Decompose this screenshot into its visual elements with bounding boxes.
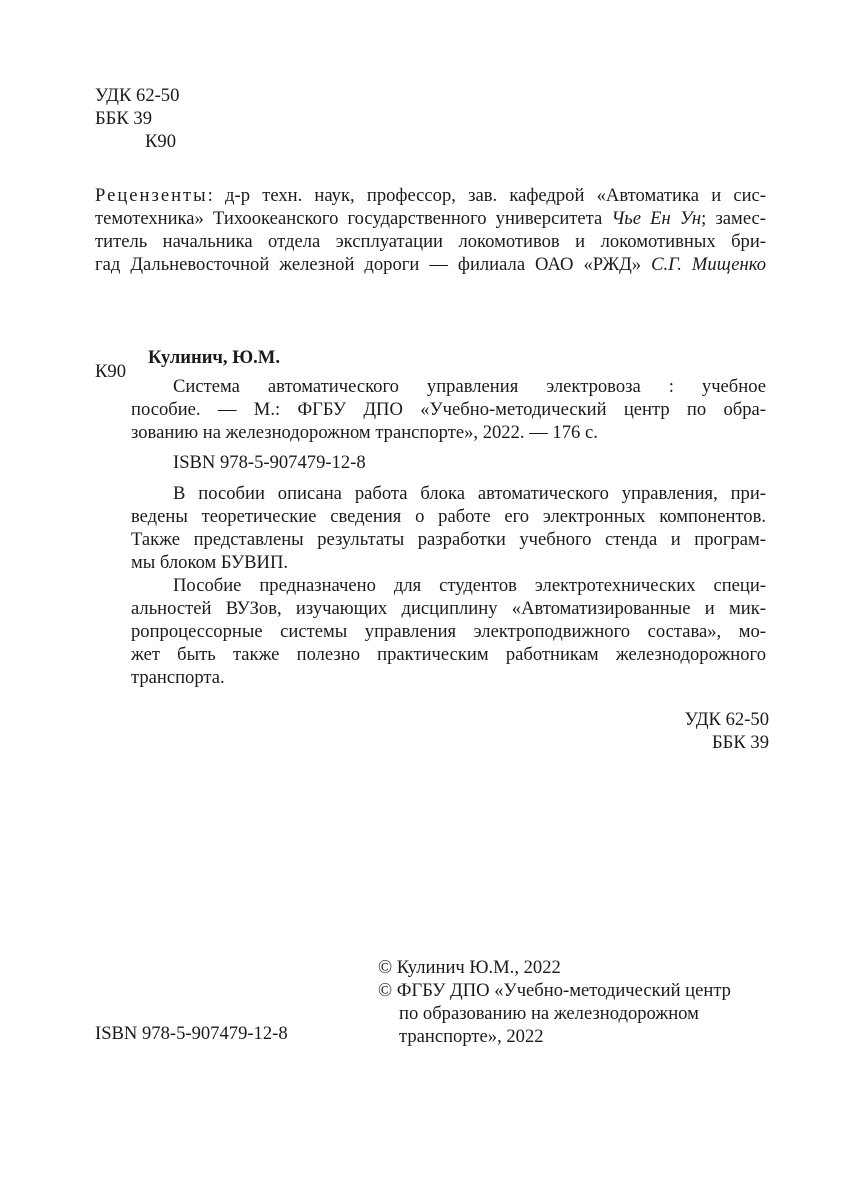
- catalog-desc-line: пособие. — М.: ФГБУ ДПО «Учебно-методический центр по обра-: [131, 399, 766, 420]
- reviewer-name: С.Г. Мищенко: [651, 254, 766, 275]
- catalog-isbn: ISBN 978-5-907479-12-8: [173, 452, 366, 473]
- reviewers-line-2: темотехника» Тихоокеанского государственного университета Чье Ен Ун; замес-: [95, 208, 766, 229]
- copyright-publisher-line: транспорте», 2022: [399, 1026, 544, 1047]
- catalog-mark: К90: [95, 361, 126, 382]
- author-mark: К90: [145, 131, 176, 152]
- reviewer-name: Чье Ен Ун: [611, 208, 702, 229]
- reviewers-label: Рецензенты: [95, 185, 208, 206]
- footer-isbn: ISBN 978-5-907479-12-8: [95, 1023, 288, 1044]
- copyright-publisher-line: по образованию на железнодорожном: [399, 1003, 699, 1024]
- catalog-desc-line: Система автоматического управления электровоза : учебное: [173, 376, 766, 397]
- abstract-line: Пособие предназначено для студентов электротехнических специ-: [173, 575, 766, 596]
- bbk-code: ББК 39: [95, 108, 152, 129]
- udk-code: УДК 62-50: [95, 85, 180, 106]
- abstract-line: жет быть также полезно практическим работникам железнодорожного: [131, 644, 766, 665]
- catalog-udk: УДК 62-50: [684, 709, 769, 730]
- abstract-line: В пособии описана работа блока автоматического управления, при-: [173, 483, 766, 504]
- reviewers-line-3: титель начальника отдела эксплуатации локомотивов и локомотивных бри-: [95, 231, 766, 252]
- reviewers-line-4: гад Дальневосточной железной дороги — филиала ОАО «РЖД» С.Г. Мищенко: [95, 254, 766, 275]
- copyright-publisher: © ФГБУ ДПО «Учебно-методический центр: [378, 980, 731, 1001]
- catalog-desc-line: зованию на железнодорожном транспорте», 2022. — 176 с.: [131, 422, 598, 443]
- abstract-line: ведены теоретические сведения о работе его электронных компонентов.: [131, 506, 766, 527]
- abstract-line: Также представлены результаты разработки учебного стенда и програм-: [131, 529, 766, 550]
- reviewers-line-1: Рецензенты: д-р техн. наук, профессор, зав. кафедрой «Автоматика и сис-: [95, 185, 766, 206]
- catalog-author: Кулинич, Ю.М.: [148, 347, 280, 368]
- catalog-bbk: ББК 39: [712, 732, 769, 753]
- copyright-author: © Кулинич Ю.М., 2022: [378, 957, 561, 978]
- abstract-line: транспорта.: [131, 667, 225, 688]
- abstract-line: мы блоком БУВИП.: [131, 552, 289, 573]
- abstract-line: ропроцессорные системы управления электроподвижного состава», мо-: [131, 621, 766, 642]
- abstract-line: альностей ВУЗов, изучающих дисциплину «Автоматизированные и мик-: [131, 598, 766, 619]
